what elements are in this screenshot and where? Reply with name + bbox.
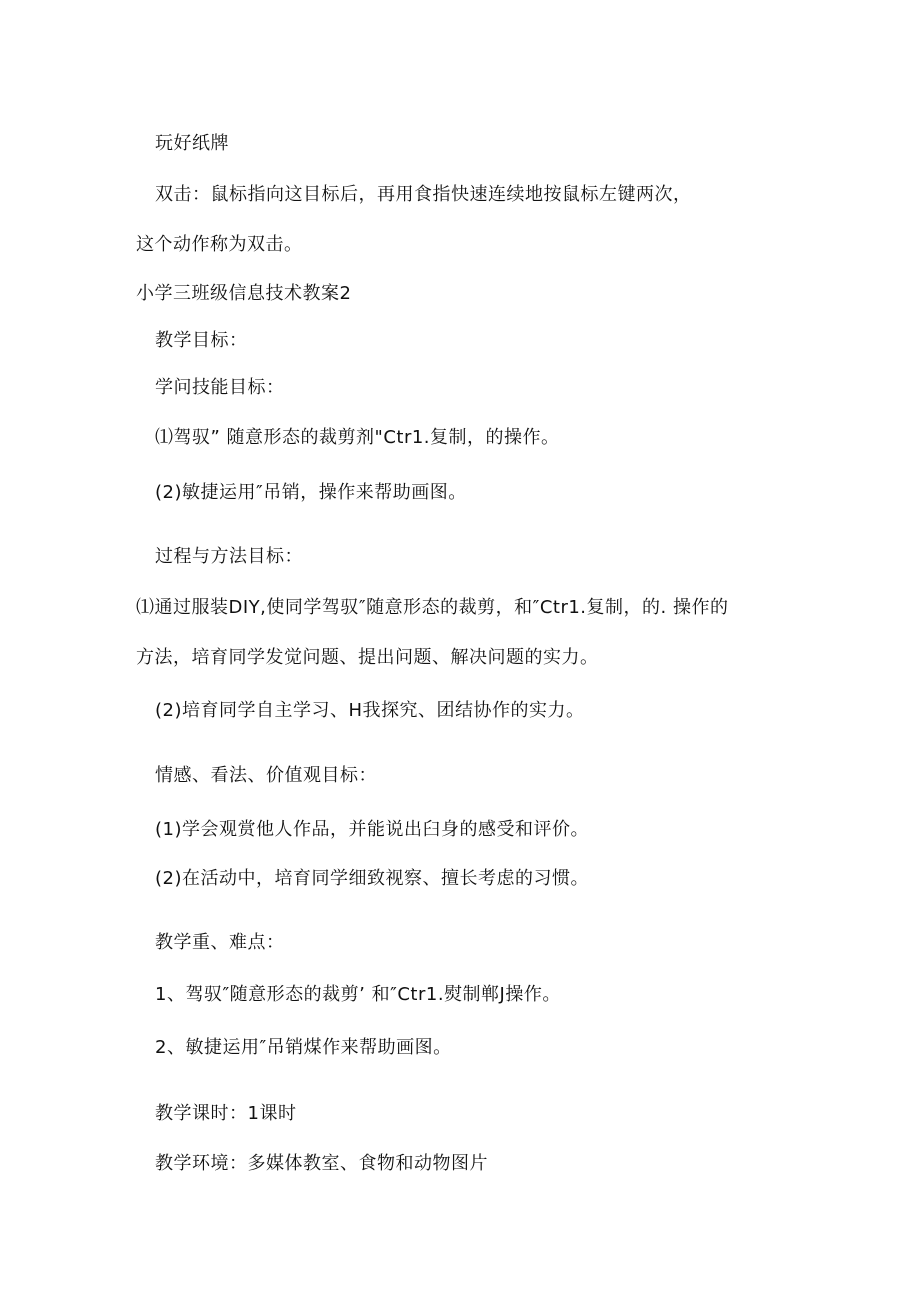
text-line: 双击：鼠标指向这目标后，再用食指快速连续地按鼠标左键两次， [155,184,692,205]
text-line: 教学环境：多媒体教室、食物和动物图片 [155,1153,488,1174]
text-line: ⑴驾驭” 随意形态的裁剪剂"Ctr1.复制，的操作。 [155,427,560,448]
text-line: (1)学会观赏他人作品，并能说出臼身的感受和评价。 [155,819,589,840]
text-line: 学问技能目标： [155,377,285,398]
text-line: (2)在活动中，培育同学细致视察、擅长考虑的习惯。 [155,868,589,889]
text-line: 情感、看法、价值观目标： [155,765,377,786]
text-line: 玩好纸牌 [155,133,229,154]
text-line: 这个动作称为双击。 [136,234,303,255]
text-line: (2)敏捷运用″吊销，操作来帮助画图。 [155,482,467,503]
text-line: 1、驾驭″随意形态的裁剪’ 和″Ctr1.熨制郸J操作。 [155,984,561,1005]
text-line: (2)培育同学自主学习、H我探究、团结协作的实力。 [155,700,585,721]
text-line: 教学课时：1课时 [155,1103,297,1124]
text-line: 过程与方法目标： [155,546,303,567]
text-line: 教学目标： [155,330,248,351]
section-heading: 小学三班级信息技术教案2 [136,283,352,304]
text-line: 方法，培育同学发觉问题、提出问题、解决问题的实力。 [136,647,599,668]
text-line: 2、敏捷运用″吊销煤作来帮助画图。 [155,1037,452,1058]
text-line: 教学重、难点： [155,932,285,953]
text-line: ⑴通过服装DIY,使同学驾驭″随意形态的裁剪，和″Ctr1.复制，的. 操作的 [136,597,729,618]
